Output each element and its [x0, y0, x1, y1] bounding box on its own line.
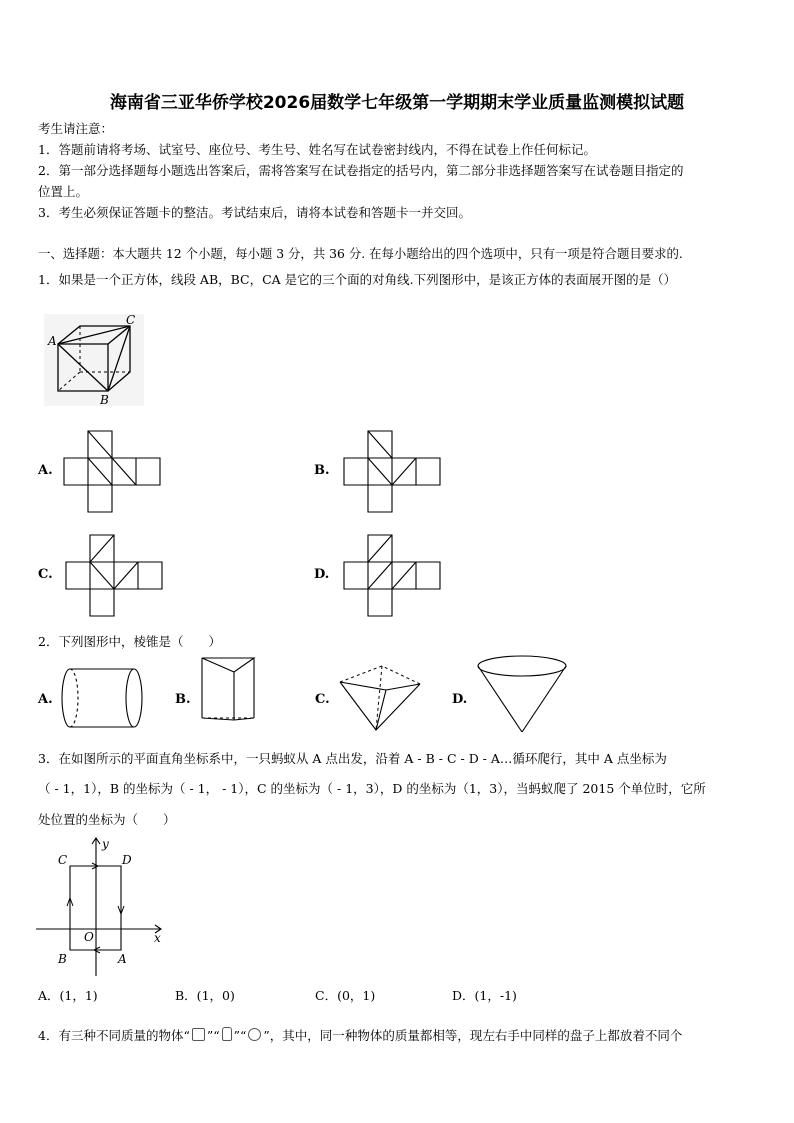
q1-option-b-net[interactable]: [344, 431, 440, 513]
question-2-text: 2．下列图形中，棱锥是（ ）: [38, 634, 221, 649]
q3-coordinate-graph: [36, 836, 166, 978]
q1-option-a-label[interactable]: A.: [38, 463, 53, 478]
notice-item-2: 2．第一部分选择题每小题选出答案后，需将答案写在试卷指定的括号内，第二部分非选择题答案写在试卷题目指定的: [38, 163, 684, 178]
q4-text-after: ”，其中，同一种物体的质量都相等，现左右手中同样的盘子上都放着不同个: [263, 1028, 683, 1043]
q2-option-d-cone[interactable]: [474, 654, 570, 734]
q3-option-d[interactable]: D．(1，-1): [452, 988, 517, 1003]
q1-option-d-label[interactable]: D.: [314, 567, 330, 582]
y-axis-label: y: [102, 837, 109, 851]
q2-option-d-label[interactable]: D.: [452, 692, 468, 707]
cylinder-object-icon: [222, 1027, 232, 1041]
notice-item-3: 3．考生必须保证答题卡的整洁。考试结束后，请将本试卷和答题卡一并交回。: [38, 205, 471, 220]
q2-option-c-pyramid[interactable]: [338, 662, 422, 732]
point-d-label: D: [122, 853, 132, 867]
q2-option-c-label[interactable]: C.: [315, 692, 330, 707]
q1-option-c-net[interactable]: [66, 535, 162, 617]
origin-label: O: [84, 930, 94, 944]
cube-label-c: C: [126, 313, 136, 327]
q3-option-c[interactable]: C．(0，1): [315, 988, 376, 1003]
notice-item-2-cont: 位置上。: [38, 184, 89, 199]
question-3-line-1: 3．在如图所示的平面直角坐标系中，一只蚂蚁从 A 点出发，沿着 A - B - C - D - A…循环爬行，其中 A 点坐标为: [38, 751, 667, 766]
point-a-label: A: [118, 952, 127, 966]
notice-item-1: 1．答题前请将考场、试室号、座位号、考生号、姓名写在试卷密封线内，不得在试卷上作任何标记。: [38, 142, 596, 157]
q1-option-c-label[interactable]: C.: [38, 567, 53, 582]
cube-figure: [44, 314, 144, 406]
q2-option-a-cylinder[interactable]: [60, 666, 144, 730]
q2-option-b-prism[interactable]: [198, 656, 258, 722]
question-3-line-3: 处位置的坐标为（ ）: [38, 812, 176, 827]
cube-label-b: B: [100, 393, 109, 407]
q4-text-mid-1: ”“: [206, 1028, 220, 1043]
sphere-object-icon: [248, 1028, 261, 1041]
q4-text-before: 4．有三种不同质量的物体“: [38, 1028, 190, 1043]
cube-label-a: A: [48, 334, 57, 348]
notice-heading: 考生请注意：: [38, 121, 114, 136]
q1-option-d-net[interactable]: [344, 535, 440, 617]
q1-option-a-net[interactable]: [64, 431, 160, 513]
q1-option-b-label[interactable]: B.: [314, 463, 330, 478]
q2-option-b-label[interactable]: B.: [175, 692, 191, 707]
q4-text-mid-2: ”“: [233, 1028, 247, 1043]
question-4-text: [38, 1027, 682, 1044]
point-b-label: B: [58, 952, 67, 966]
question-3-line-2: （ - 1，1），B 的坐标为（ - 1， - 1），C 的坐标为（ - 1，3），D 的坐标为（1，3），当蚂蚁爬了 2015 个单位时，它所: [38, 781, 706, 796]
cube-object-icon: [192, 1028, 205, 1041]
q3-option-b[interactable]: B．(1，0): [175, 988, 235, 1003]
q2-option-a-label[interactable]: A.: [38, 692, 53, 707]
page-title: 海南省三亚华侨学校2026届数学七年级第一学期期末学业质量监测模拟试题: [109, 93, 685, 113]
question-1-text: 1．如果是一个正方体，线段 AB，BC，CA 是它的三个面的对角线.下列图形中，是该正方体的表面展开图的是（）: [38, 272, 677, 287]
x-axis-label: x: [154, 931, 161, 945]
q3-option-a[interactable]: A．(1，1): [38, 988, 98, 1003]
point-c-label: C: [58, 853, 68, 867]
section-heading: 一、选择题：本大题共 12 个小题，每小题 3 分，共 36 分. 在每小题给出的四个选项中，只有一项是符合题目要求的.: [38, 246, 683, 261]
